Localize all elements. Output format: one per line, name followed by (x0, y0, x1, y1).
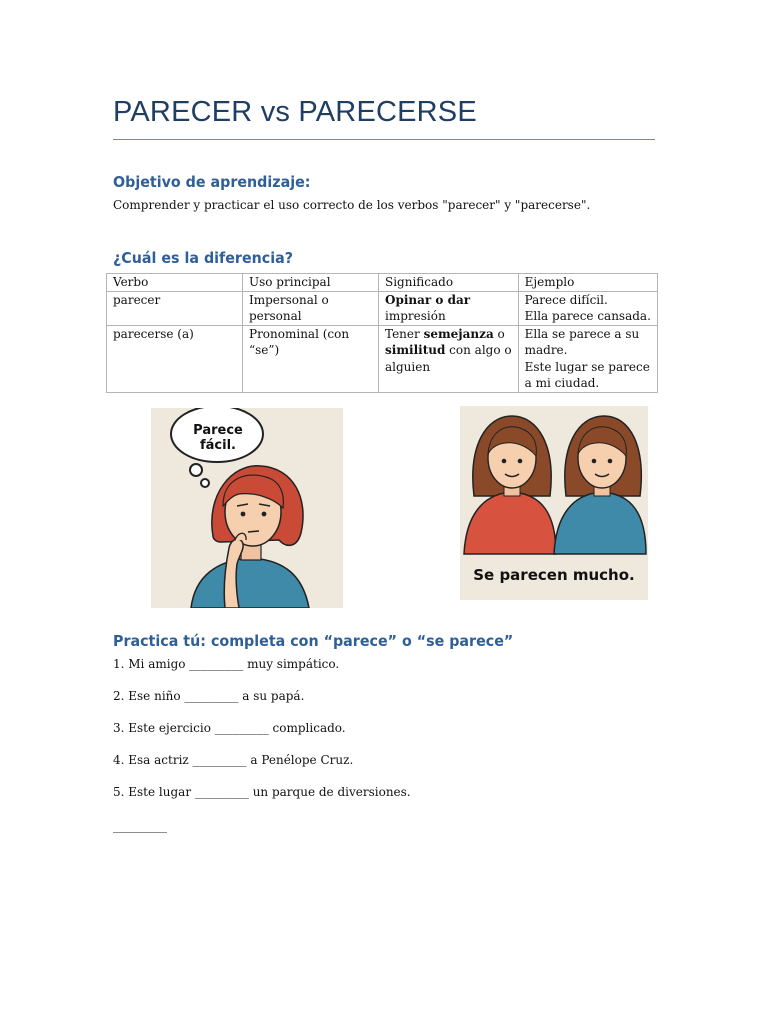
thought-bubble-text: Parece fácil. (193, 423, 243, 453)
title-underline (113, 139, 655, 140)
objective-text: Comprender y practicar el uso correcto de los verbos "parecer" y "parecerse". (113, 198, 591, 212)
exercise-item: 4. Esa actriz _________ a Penélope Cruz. (113, 753, 354, 767)
exercise-item: 1. Mi amigo _________ muy simpático. (113, 657, 340, 671)
thinking-girl-illustration (151, 408, 343, 608)
cell-ejemplo: Ella se parece a su madre. Este lugar se parece a mi ciudad. (518, 325, 657, 392)
table-header-row (107, 274, 658, 292)
twin-girls-illustration (460, 406, 648, 600)
exercise-item: 5. Este lugar _________ un parque de diversiones. (113, 785, 411, 799)
cell-uso: Impersonal o personal (243, 291, 379, 325)
header-uso: Uso principal (243, 274, 379, 292)
cell-ejemplo: Parece difícil. Ella parece cansada. (518, 291, 657, 325)
practice-heading: Practica tú: completa con “parece” o “se parece” (113, 632, 514, 650)
exercise-item: 2. Ese niño _________ a su papá. (113, 689, 305, 703)
header-significado: Significado (379, 274, 519, 292)
header-ejemplo: Ejemplo (518, 274, 657, 292)
exercise-item: 3. Este ejercicio _________ complicado. (113, 721, 346, 735)
difference-table (106, 273, 658, 393)
table-row (107, 291, 658, 325)
cell-significado: Tener semejanza o similitud con algo o alguien (379, 325, 519, 392)
header-verbo: Verbo (107, 274, 243, 292)
cell-verbo: parecer (107, 291, 243, 325)
cell-uso: Pronominal (con “se”) (243, 325, 379, 392)
page-title: PARECER vs PARECERSE (113, 96, 477, 128)
difference-heading: ¿Cuál es la diferencia? (113, 249, 294, 267)
cell-significado: Opinar o dar impresión (379, 291, 519, 325)
cell-verbo: parecerse (a) (107, 325, 243, 392)
twins-caption: Se parecen mucho. (473, 566, 635, 584)
table-row (107, 325, 658, 392)
objective-heading: Objetivo de aprendizaje: (113, 173, 311, 191)
trailing-blank: _________ (113, 819, 167, 833)
